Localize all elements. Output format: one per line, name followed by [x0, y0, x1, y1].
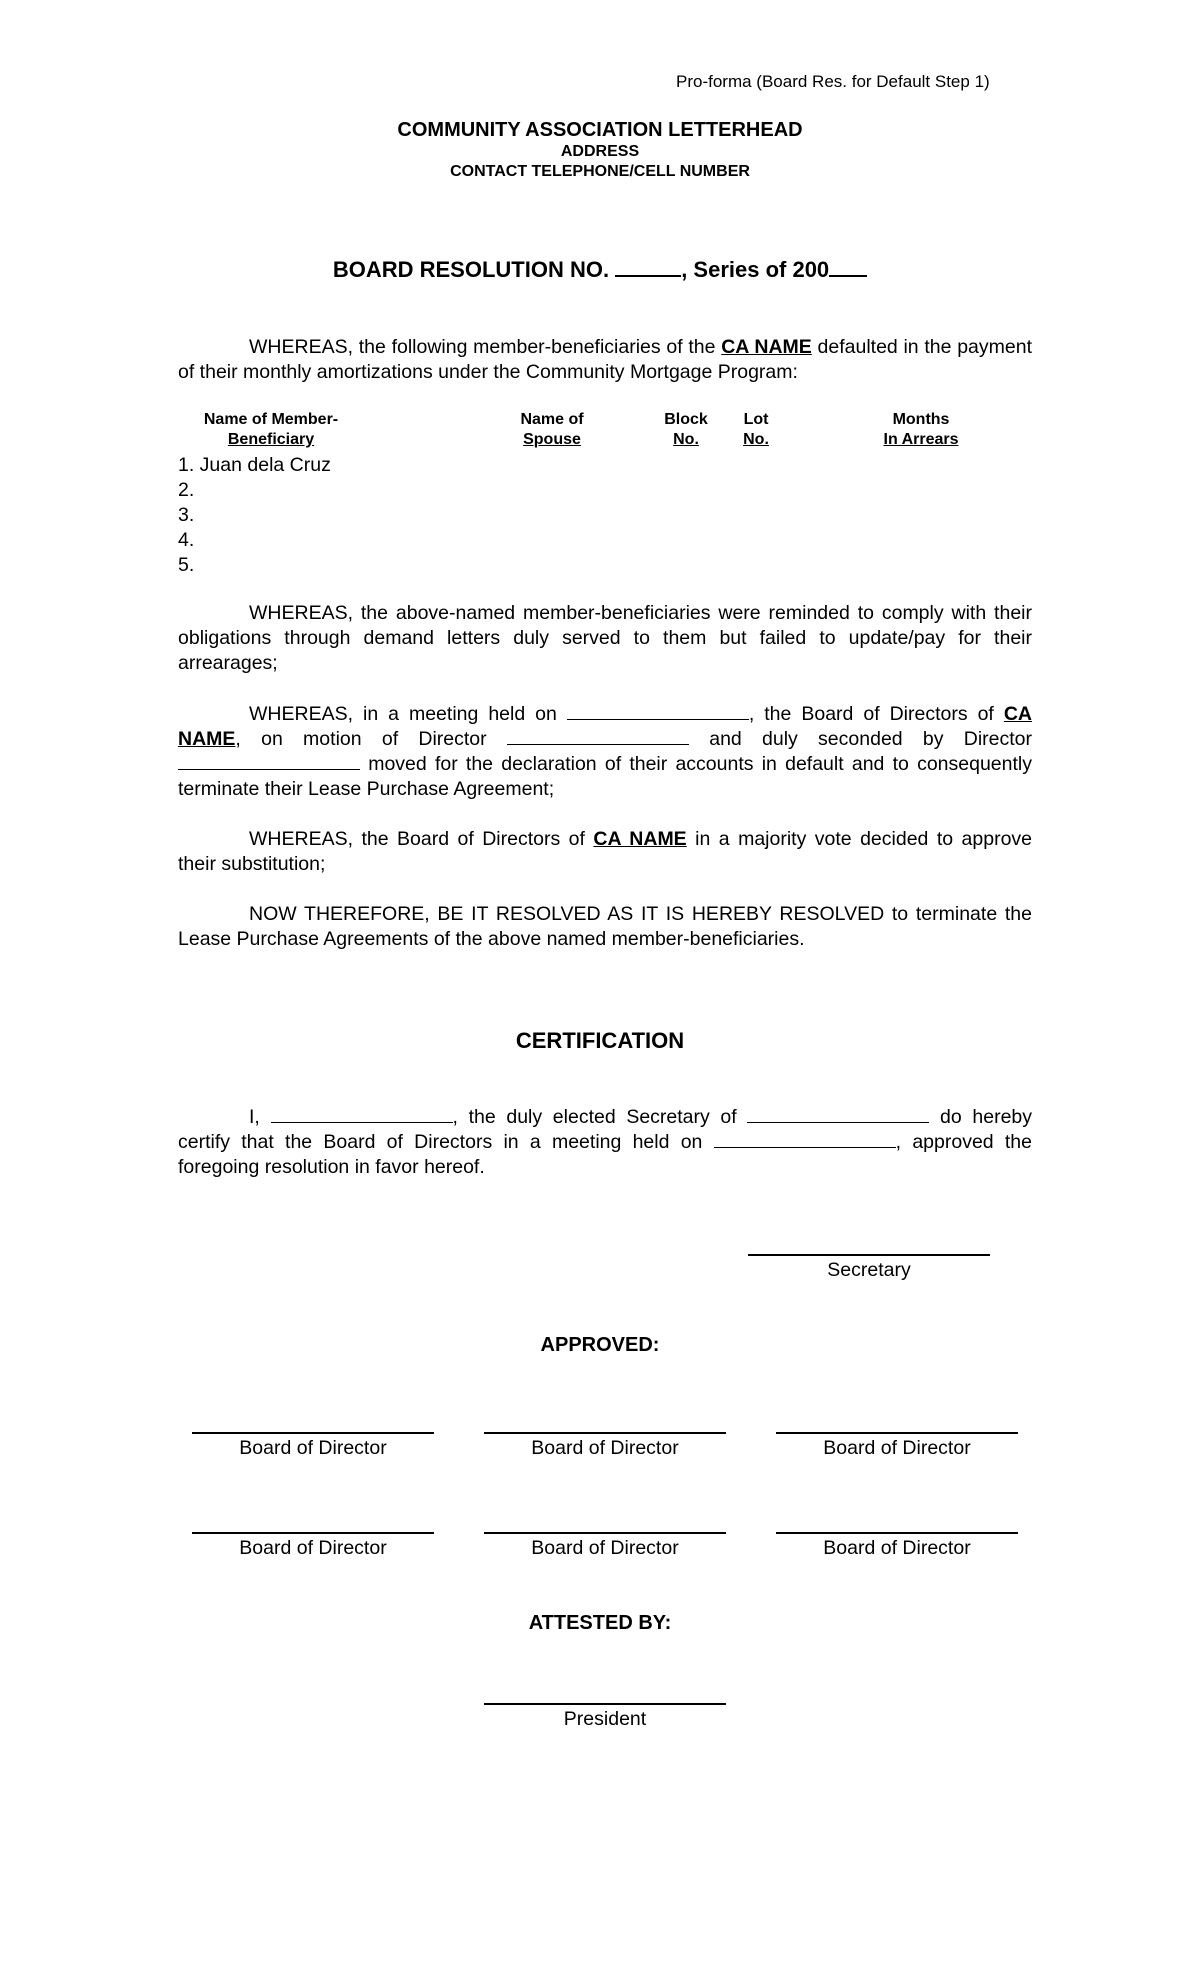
- secretary-name-blank: [271, 1105, 453, 1123]
- list-item: 1. Juan dela Cruz: [178, 454, 331, 476]
- board-director-signature-4: Board of Director: [192, 1532, 434, 1561]
- signature-line: [748, 1254, 990, 1256]
- letterhead: [0, 118, 1200, 182]
- resolution-title-prefix: BOARD RESOLUTION NO.: [332, 257, 610, 282]
- col-header-lot: Lot No.: [743, 411, 769, 448]
- beneficiary-list: [178, 453, 331, 578]
- letterhead-address: ADDRESS: [560, 143, 640, 160]
- moving-director-blank: [507, 727, 689, 745]
- resolution-year-blank: [829, 257, 867, 277]
- meeting-date-blank: [567, 702, 749, 720]
- secretary-signature: [748, 1254, 990, 1283]
- board-director-signature-3: Board of Director: [776, 1432, 1018, 1461]
- p5-text: NOW THEREFORE, BE IT RESOLVED AS IT IS HEREBY RESOLVED to terminate the Lease Purchase Agreements of the above named member-beneficiaries.: [178, 903, 1032, 950]
- secretary-label: Secretary: [827, 1259, 911, 1281]
- letterhead-title: COMMUNITY ASSOCIATION LETTERHEAD: [397, 119, 803, 141]
- board-director-signature-1: Board of Director: [192, 1432, 434, 1461]
- seconding-director-blank: [178, 752, 360, 770]
- resolution-number-blank: [615, 257, 681, 277]
- list-item: 4.: [178, 529, 195, 551]
- board-director-signature-6: Board of Director: [776, 1532, 1018, 1561]
- ca-name: CA NAME: [721, 336, 812, 358]
- president-signature: [484, 1703, 726, 1732]
- p1-text-a: WHEREAS, the following member-beneficiaries of the: [249, 336, 716, 358]
- p2-text: WHEREAS, the above-named member-beneficiaries were reminded to comply with their obligations through demand letters duly served to them but failed to update/pay for their arrearages;: [178, 602, 1032, 674]
- list-item: 2.: [178, 479, 195, 501]
- board-director-signature-2: Board of Director: [484, 1432, 726, 1461]
- resolution-title: [0, 256, 1200, 284]
- p1-text-b: defaulted in the payment of their monthly amortizations under the Community Mortgage Program:: [178, 336, 1032, 383]
- whereas-paragraph-4: WHEREAS, the Board of Directors of CA NAME in a majority vote decided to approve their substitution;: [178, 828, 1033, 875]
- certification-date-blank: [714, 1130, 896, 1148]
- proforma-label: Pro-forma (Board Res. for Default Step 1): [676, 72, 990, 91]
- certification-paragraph: I, , the duly elected Secretary of do hereby certify that the Board of Directors in a meeting held on , approved the foregoing resolution in favor hereof.: [178, 1106, 1033, 1178]
- attested-label: ATTESTED BY:: [528, 1612, 672, 1634]
- resolved-paragraph: [178, 902, 1032, 952]
- beneficiary-table-header: [178, 410, 1032, 452]
- list-item: 5.: [178, 554, 195, 576]
- board-director-signature-5: Board of Director: [484, 1532, 726, 1561]
- col-header-member: Name of Member- Beneficiary: [203, 411, 339, 448]
- resolution-title-series: , Series of 200: [681, 257, 830, 282]
- whereas-paragraph-2: [178, 601, 1032, 676]
- whereas-paragraph-3: WHEREAS, in a meeting held on , the Board of Directors of CA NAME, on motion of Director and duly seconded by Director moved for the declaration of their accounts in default and to consequently terminate their Lease Purchase Agreement;: [178, 703, 1033, 800]
- col-header-block: Block No.: [664, 411, 708, 448]
- col-header-arrears: Months In Arrears: [883, 411, 959, 448]
- whereas-paragraph-1: [178, 335, 1032, 385]
- president-label: President: [563, 1708, 647, 1730]
- ca-name: CA NAME: [593, 828, 687, 850]
- association-name-blank: [747, 1105, 929, 1123]
- approved-label: APPROVED:: [540, 1334, 660, 1356]
- col-header-spouse: Name of Spouse: [520, 411, 584, 448]
- letterhead-contact: CONTACT TELEPHONE/CELL NUMBER: [450, 163, 750, 180]
- certification-title: CERTIFICATION: [515, 1028, 685, 1053]
- list-item: 3.: [178, 504, 195, 526]
- ca-name: CA NAME: [178, 703, 1033, 750]
